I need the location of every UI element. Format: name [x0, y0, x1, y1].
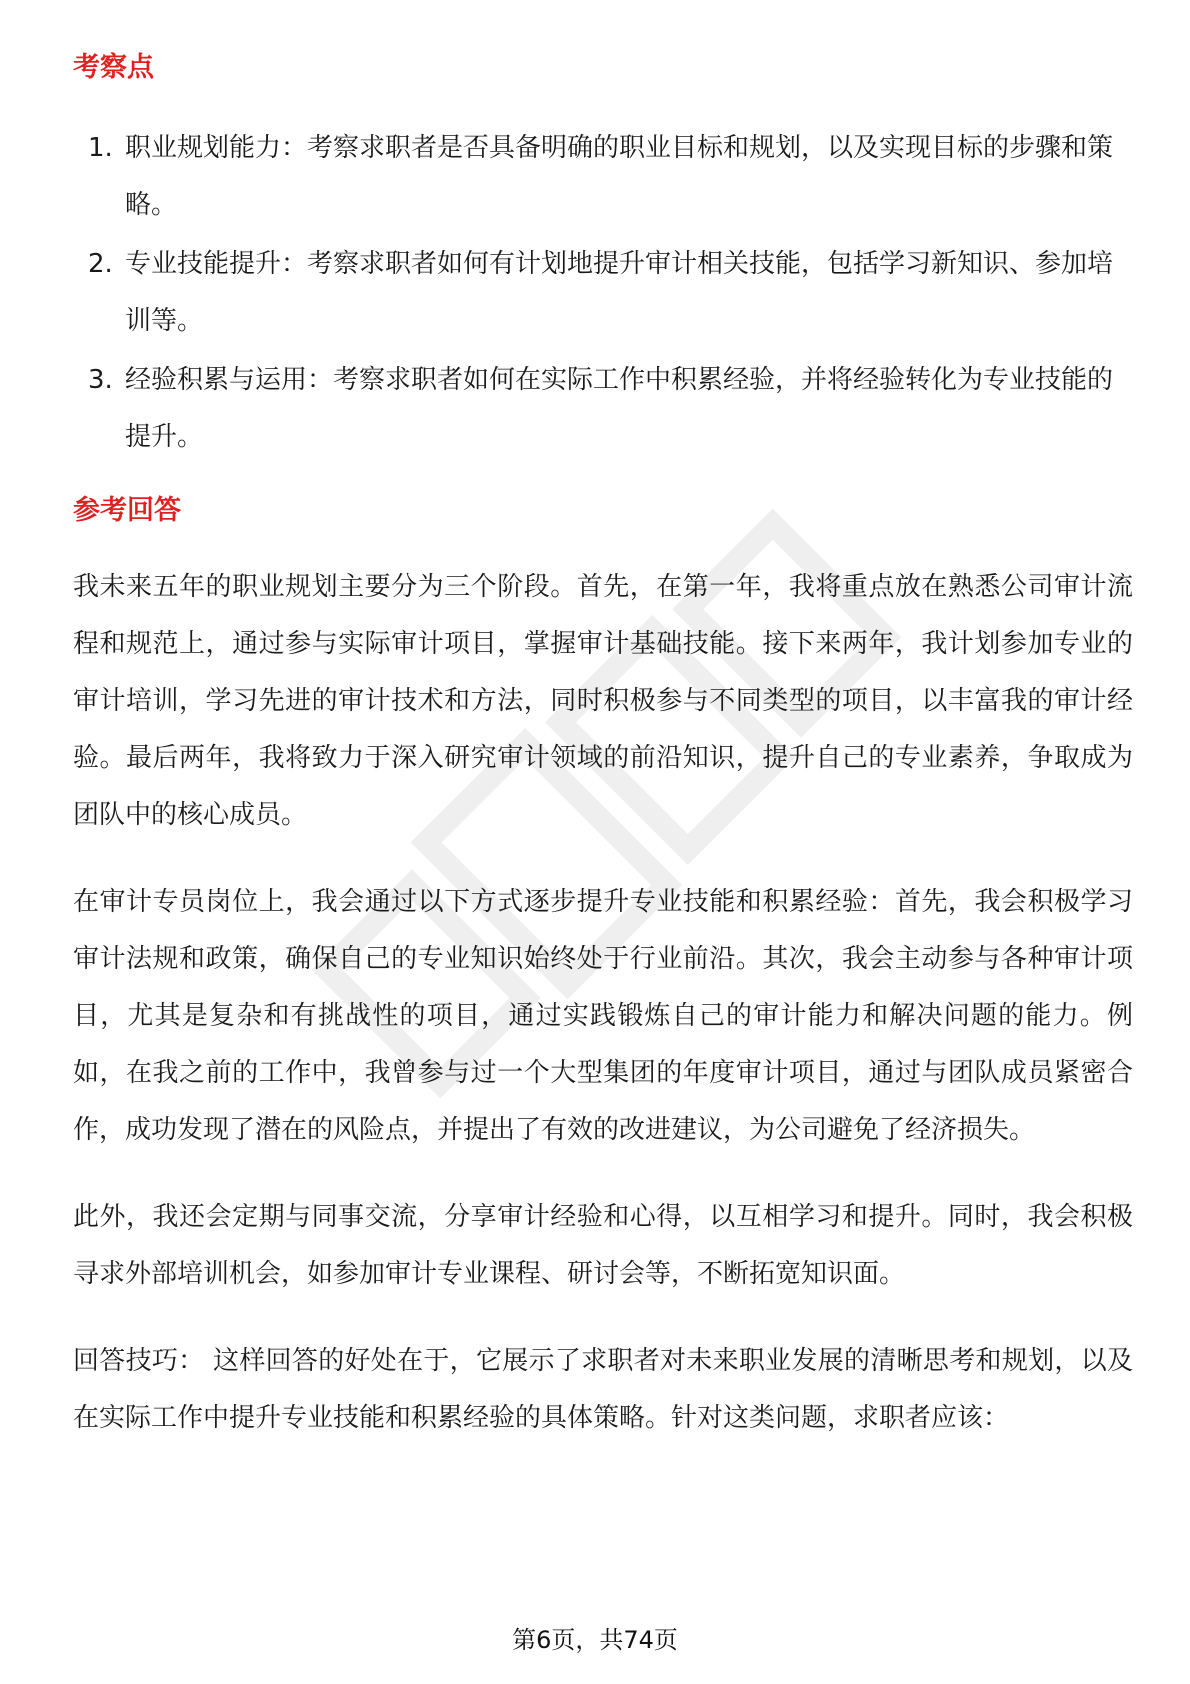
answer-tips-paragraph: 回答技巧： 这样回答的好处在于，它展示了求职者对未来职业发展的清晰思考和规划，以及在实际工作中提升专业技能和积累经验的具体策略。针对这类问题，求职者应该：	[73, 1346, 1133, 1433]
answer-paragraph-3: 此外，我还会定期与同事交流，分享审计经验和心得，以互相学习和提升。同时，我会积极寻求外部培训机会，如参加审计专业课程、研讨会等，不断拓宽知识面。	[73, 1202, 1133, 1289]
document-content	[73, 48, 1133, 1477]
list-number: 3.	[88, 365, 113, 395]
list-text: 经验积累与运用：考察求职者如何在实际工作中积累经验，并将经验转化为专业技能的提升。	[125, 365, 1114, 452]
list-text: 职业规划能力：考察求职者是否具备明确的职业目标和规划，以及实现目标的步骤和策略。	[125, 133, 1114, 220]
list-item	[73, 352, 1133, 466]
answer-paragraph-1: 我未来五年的职业规划主要分为三个阶段。首先，在第一年，我将重点放在熟悉公司审计流程和规范上，通过参与实际审计项目，掌握审计基础技能。接下来两年，我计划参加专业的审计培训，学习先进的审计技术和方法，同时积极参与不同类型的项目，以丰富我的审计经验。最后两年，我将致力于深入研究审计领域的前沿知识，提升自己的专业素养，争取成为团队中的核心成员。	[73, 572, 1133, 830]
list-number: 1.	[88, 133, 113, 163]
points-list	[73, 120, 1133, 466]
list-item	[73, 120, 1133, 234]
page-number: 第6页，共74页	[512, 1626, 678, 1654]
section-title-answer: 参考回答	[73, 495, 181, 526]
section-title-points: 考察点	[73, 52, 154, 83]
answer-paragraph-2: 在审计专员岗位上，我会通过以下方式逐步提升专业技能和积累经验：首先，我会积极学习审计法规和政策，确保自己的专业知识始终处于行业前沿。其次，我会主动参与各种审计项目，尤其是复杂和有挑战性的项目，通过实践锻炼自己的审计能力和解决问题的能力。例如，在我之前的工作中，我曾参与过一个大型集团的年度审计项目，通过与团队成员紧密合作，成功发现了潜在的风险点，并提出了有效的改进建议，为公司避免了经济损失。	[73, 887, 1133, 1145]
list-number: 2.	[88, 249, 113, 279]
list-text: 专业技能提升：考察求职者如何有计划地提升审计相关技能，包括学习新知识、参加培训等。	[125, 249, 1114, 336]
list-item	[73, 236, 1133, 350]
